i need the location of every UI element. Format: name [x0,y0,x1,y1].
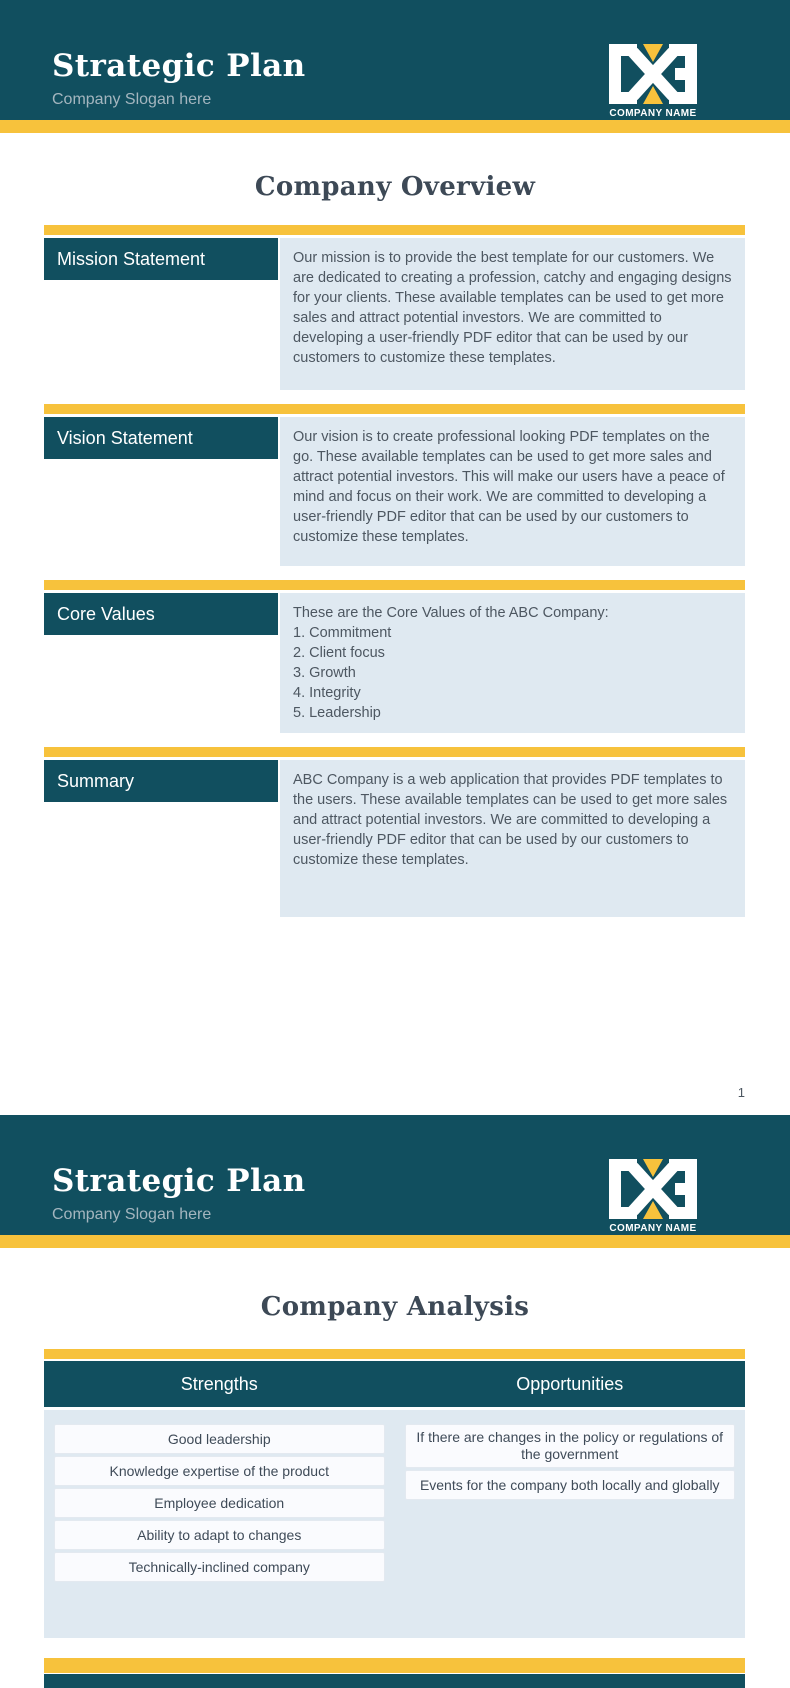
header-gold-bar [0,1235,790,1248]
header-text-block [52,50,306,109]
section-gold-stripe [44,225,745,235]
company-slogan: Company Slogan here [52,1205,212,1223]
strengths-column [54,1424,385,1624]
strength-item: Good leadership [54,1424,385,1454]
strength-item: Knowledge expertise of the product [54,1456,385,1486]
section-body: These are the Core Values of the ABC Company: 1. Commitment 2. Client focus 3. Growth 4. Integrity 5. Leadership [280,593,745,733]
header-text-block [52,1165,306,1224]
section-gold-stripe [44,747,745,757]
company-logo [604,1157,702,1234]
logo-company-name: COMPANY NAME [609,108,697,119]
company-slogan: Company Slogan here [52,90,212,108]
strength-item: Technically-inclined company [54,1552,385,1582]
page-number: 1 [737,1085,745,1100]
opportunities-column [405,1424,736,1624]
page-header [0,1115,790,1235]
section-mission-statement [44,225,745,390]
page-header [0,0,790,120]
section-body: Our mission is to provide the best template for our customers. We are dedicated to creating a profession, catchy and engaging designs for your clients. These available templates can be used to get more sales and attract potential investors. We are committed to developing a user-friendly PDF editor that can be used by our customers to customize these templates. [280,238,745,390]
table-gold-stripe [44,1658,745,1673]
dxg-monogram-icon [604,42,702,106]
document-title: Strategic Plan [52,48,306,84]
overview-sections [0,225,790,917]
section-gold-stripe [44,404,745,414]
opportunity-item: Events for the company both locally and globally [405,1470,736,1500]
page1-heading: Company Overview [254,172,536,202]
section-body: Our vision is to create professional looking PDF templates on the go. These available templates can be used to get more sales and attract potential investors. This will make our users have a peace of mind and focus on their work. We are committed to developing a user-friendly PDF editor that can be used by our customers to customize these templates. [280,417,745,566]
section-gold-stripe [44,580,745,590]
analysis-table [44,1349,745,1638]
table-gold-stripe [44,1349,745,1359]
column-header-opportunities: Opportunities [516,1374,624,1394]
table-body [44,1410,745,1638]
column-header-strengths: Strengths [180,1374,258,1394]
table-header-row-clipped [44,1674,745,1688]
company-logo [604,42,702,119]
header-gold-bar [0,120,790,133]
section-summary [44,747,745,917]
section-label: Mission Statement [44,238,278,280]
next-table-clipped [44,1658,745,1688]
dxg-monogram-icon [604,1157,702,1221]
section-vision-statement [44,404,745,566]
section-core-values [44,580,745,733]
opportunity-item: If there are changes in the policy or regulations of the government [405,1424,736,1468]
page2-heading: Company Analysis [260,1292,530,1322]
strength-item: Ability to adapt to changes [54,1520,385,1550]
document-page-2 [0,1115,790,1677]
section-label: Summary [44,760,278,802]
table-header-row [44,1361,745,1407]
logo-company-name: COMPANY NAME [609,1223,697,1234]
section-body: ABC Company is a web application that provides PDF templates to the users. These available templates can be used to get more sales and attract potential investors. We are committed to developing a user-friendly PDF editor that can be used by our customers to customize these templates. [280,760,745,917]
section-label: Vision Statement [44,417,278,459]
strength-item: Employee dedication [54,1488,385,1518]
section-label: Core Values [44,593,278,635]
document-title: Strategic Plan [52,1163,306,1199]
